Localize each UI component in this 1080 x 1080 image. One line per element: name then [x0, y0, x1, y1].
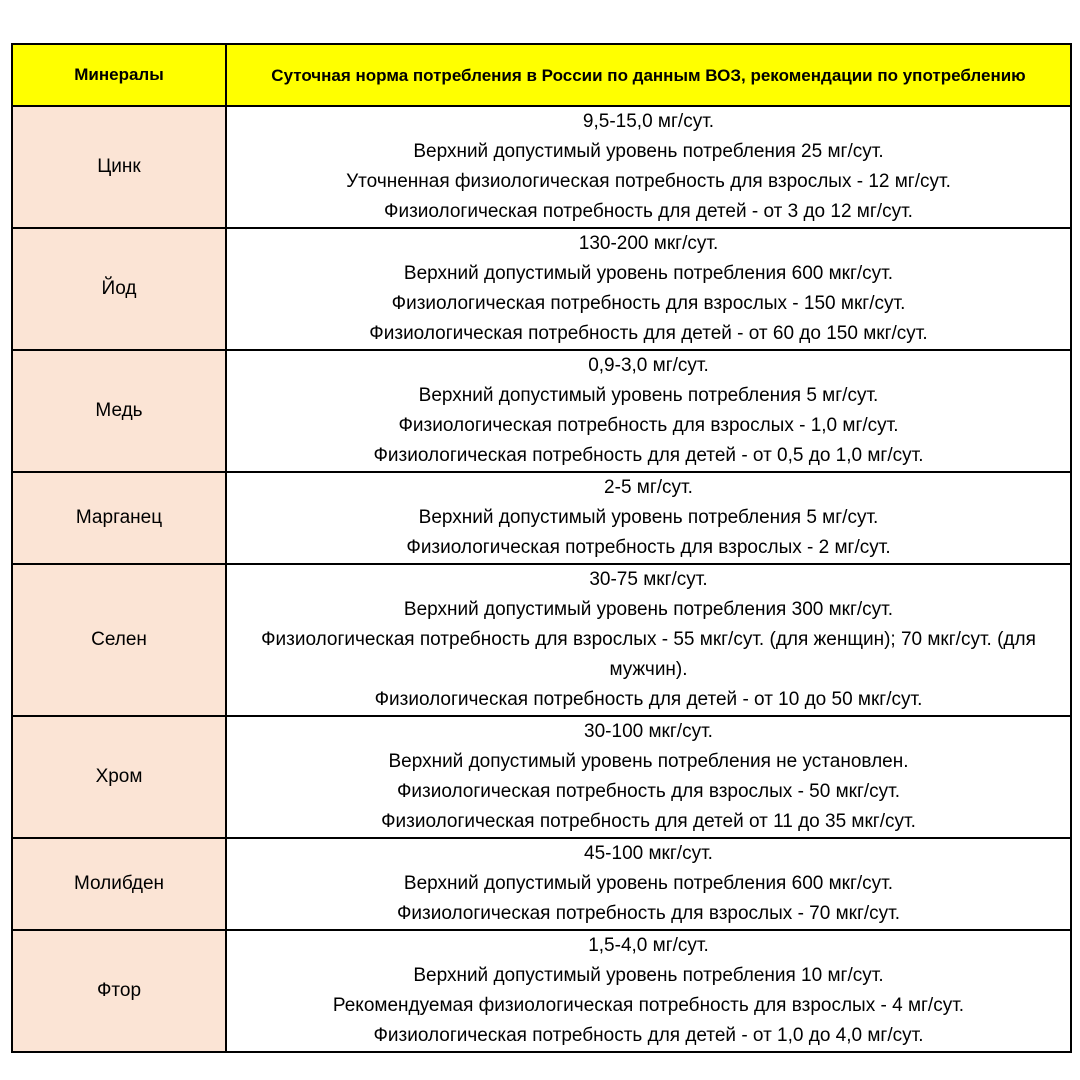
- description-line: Верхний допустимый уровень потребления 5 мг/сут.: [418, 385, 879, 406]
- description-line: Физиологическая потребность для детей - от 0,5 до 1,0 мг/сут.: [373, 445, 924, 466]
- mineral-name: Марганец: [12, 472, 226, 564]
- description-line: Верхний допустимый уровень потребления 10 мг/сут.: [413, 965, 884, 986]
- description-line: Физиологическая потребность для взрослых - 55 мкг/сут. (для женщин); 70 мкг/сут. (для мужчин).: [261, 629, 1036, 680]
- mineral-description: [226, 838, 1071, 930]
- description-line: 30-75 мкг/сут.: [589, 569, 708, 590]
- table-header: [12, 44, 1071, 106]
- mineral-name: Селен: [12, 564, 226, 716]
- mineral-name: Хром: [12, 716, 226, 838]
- description-line: Рекомендуемая физиологическая потребность для взрослых - 4 мг/сут.: [332, 995, 965, 1016]
- description-line: Уточненная физиологическая потребность для взрослых - 12 мг/сут.: [346, 171, 951, 192]
- description-line: 9,5-15,0 мг/сут.: [582, 111, 715, 132]
- description-line: 45-100 мкг/сут.: [584, 843, 713, 864]
- description-line: Физиологическая потребность для взрослых - 50 мкг/сут.: [396, 781, 901, 802]
- mineral-name: Фтор: [12, 930, 226, 1052]
- table-row: [12, 106, 1071, 228]
- minerals-table-container: [11, 43, 1070, 1053]
- header-daily-norm: Суточная норма потребления в России по данным ВОЗ, рекомендации по употреблению: [226, 44, 1071, 106]
- table-row: [12, 228, 1071, 350]
- description-line: Верхний допустимый уровень потребления 600 мкг/сут.: [403, 873, 894, 894]
- description-line: Физиологическая потребность для детей - от 1,0 до 4,0 мг/сут.: [373, 1025, 924, 1046]
- mineral-description: [226, 564, 1071, 716]
- header-minerals: Минералы: [12, 44, 226, 106]
- description-line: Физиологическая потребность для детей - от 10 до 50 мкг/сут.: [374, 689, 923, 710]
- table-row: [12, 472, 1071, 564]
- description-line: Физиологическая потребность для взрослых - 2 мг/сут.: [406, 537, 891, 558]
- mineral-description: [226, 106, 1071, 228]
- mineral-name: Молибден: [12, 838, 226, 930]
- table-row: [12, 838, 1071, 930]
- description-line: 2-5 мг/сут.: [604, 477, 693, 498]
- description-line: 130-200 мкг/сут.: [578, 233, 719, 254]
- mineral-name: Медь: [12, 350, 226, 472]
- description-line: Верхний допустимый уровень потребления 600 мкг/сут.: [403, 263, 894, 284]
- minerals-table: [11, 43, 1072, 1053]
- description-line: Верхний допустимый уровень потребления 300 мкг/сут.: [403, 599, 894, 620]
- description-line: Физиологическая потребность для взрослых - 1,0 мг/сут.: [398, 415, 899, 436]
- description-line: Физиологическая потребность для детей - от 3 до 12 мг/сут.: [384, 201, 913, 222]
- mineral-description: [226, 350, 1071, 472]
- mineral-name: Цинк: [12, 106, 226, 228]
- mineral-description: [226, 716, 1071, 838]
- description-line: 30-100 мкг/сут.: [584, 721, 713, 742]
- description-line: Верхний допустимый уровень потребления не установлен.: [388, 751, 909, 772]
- description-line: Физиологическая потребность для детей от 11 до 35 мкг/сут.: [381, 811, 916, 832]
- description-line: 0,9-3,0 мг/сут.: [588, 355, 709, 376]
- description-line: Физиологическая потребность для детей - от 60 до 150 мкг/сут.: [369, 323, 928, 344]
- description-line: Верхний допустимый уровень потребления 25 мг/сут.: [413, 141, 884, 162]
- table-row: [12, 716, 1071, 838]
- description-line: Физиологическая потребность для взрослых - 150 мкг/сут.: [391, 293, 906, 314]
- mineral-description: [226, 228, 1071, 350]
- table-row: [12, 930, 1071, 1052]
- table-row: [12, 564, 1071, 716]
- description-line: Верхний допустимый уровень потребления 5 мг/сут.: [418, 507, 879, 528]
- description-line: 1,5-4,0 мг/сут.: [588, 935, 709, 956]
- mineral-description: [226, 472, 1071, 564]
- mineral-name: Йод: [12, 228, 226, 350]
- header-row: [12, 44, 1071, 106]
- description-line: Физиологическая потребность для взрослых - 70 мкг/сут.: [396, 903, 901, 924]
- table-row: [12, 350, 1071, 472]
- table-body: [12, 106, 1071, 1052]
- mineral-description: [226, 930, 1071, 1052]
